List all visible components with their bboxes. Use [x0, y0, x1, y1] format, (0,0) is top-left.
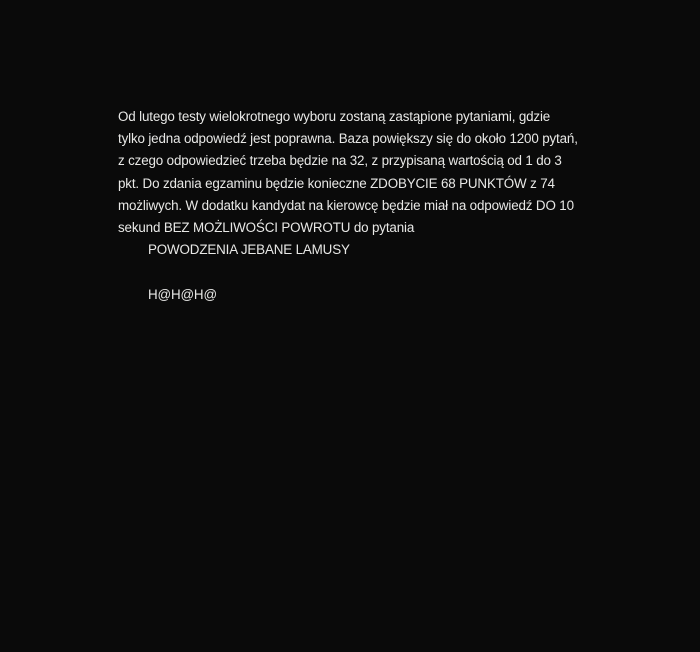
- paragraph-main: Od lutego testy wielokrotnego wyboru zostaną zastąpione pytaniami, gdzie tylko jedna odpowiedź jest poprawna. Baza powiększy się do około 1200 pytań, z czego odpowiedzieć trzeba będzie na 32, z przypisaną wartością od 1 do 3 pkt. Do zdania egzaminu będzie konieczne ZDOBYCIE 68 PUNKTÓW z 74 możliwych. W dodatku kandydat na kierowcę będzie miał na odpowiedź DO 10 sekund BEZ MOŻLIWOŚCI POWROTU do pytania: [118, 109, 578, 236]
- paragraph-shout: POWODZENIA JEBANE LAMUSY: [148, 242, 350, 258]
- document-text-block: [118, 106, 580, 306]
- paragraph-emoticons: H@H@H@: [148, 286, 217, 302]
- paragraph-spacer: [118, 261, 580, 283]
